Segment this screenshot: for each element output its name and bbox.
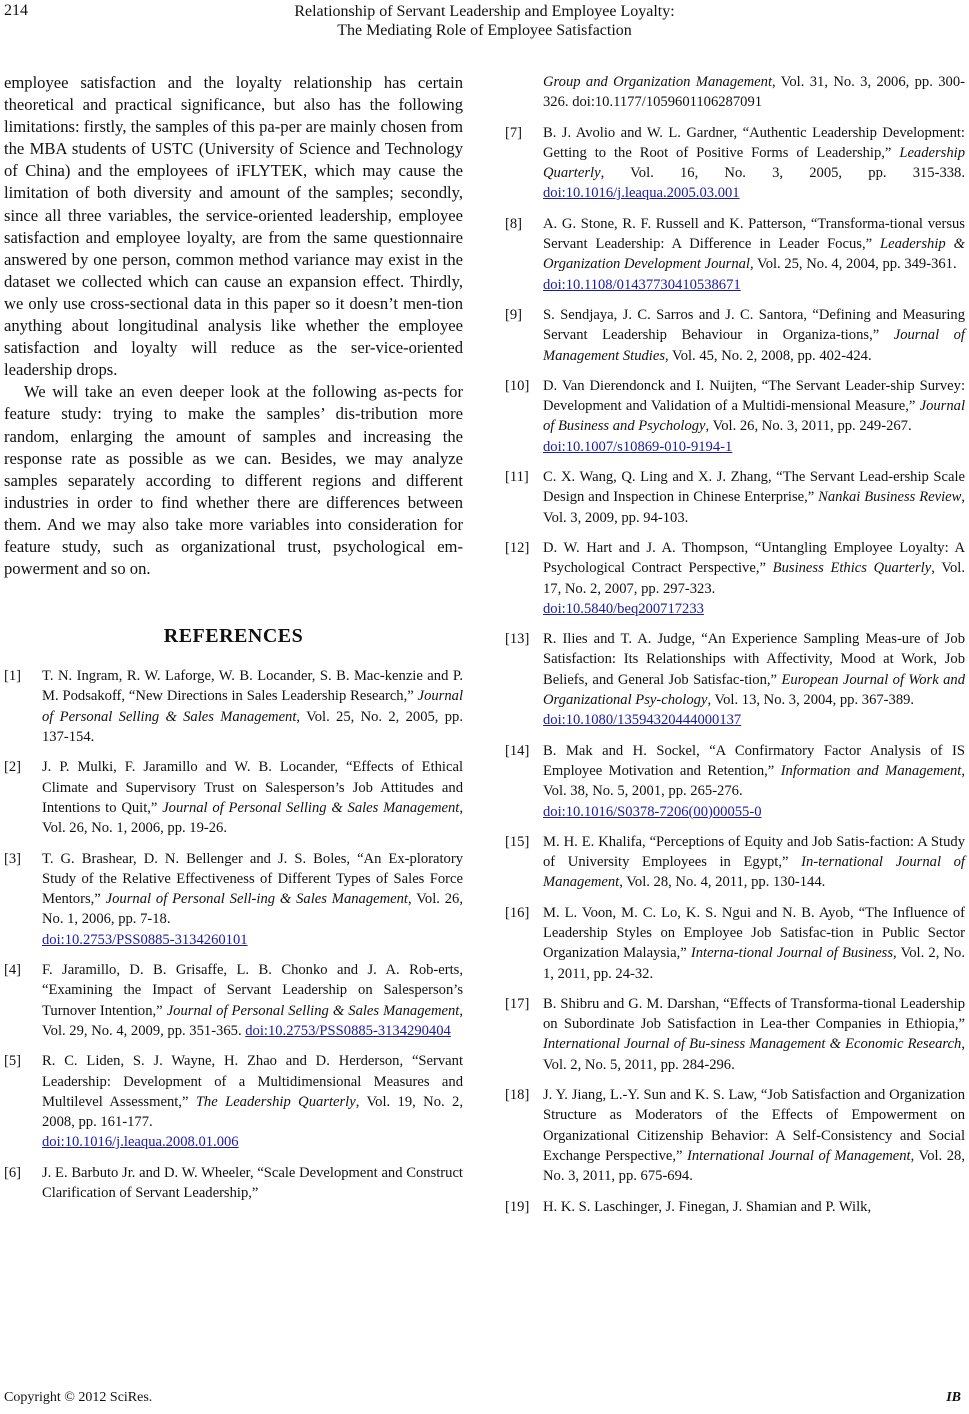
reference-item: [14] B. Mak and H. Sockel, “A Confirmatory Factor Analysis of IS Employee Motivation and Retention,” Information and Management, Vol. 38, No. 5, 2001, pp. 265-276. doi:10.1016/S0378-7206(00)00055-0 (505, 742, 966, 820)
reference-item: [11] C. X. Wang, Q. Ling and X. J. Zhang, “The Servant Lead-ership Scale Design and Inspection in Chinese Enterprise,” Nankai Business Review, Vol. 3, 2009, pp. 94-103. (505, 469, 966, 526)
page-footer (4, 1390, 965, 1406)
right-column (505, 72, 965, 1227)
reference-item: [2] J. P. Mulki, F. Jaramillo and W. B. Locander, “Effects of Ethical Climate and Supervisory Trust on Salesperson’s Job Attitudes and Intentions to Quit,” Journal of Personal Selling & Sales Management, Vol. 26, No. 1, 2006, pp. 19-26. (4, 759, 463, 837)
reference-item: [18] J. Y. Jiang, L.-Y. Sun and K. S. Law, “Job Satisfaction and Organization Structure as Moderators of the Effects of Empowerment on Organizational Citizenship Behavior: A Self-Consistency and Social Exchange Perspective,” International Journal of Management, Vol. 28, No. 3, 2011, pp. 675-694. (505, 1087, 965, 1185)
running-title-line1: Relationship of Servant Leadership and Employee Loyalty: (294, 3, 675, 20)
doi-link[interactable]: doi:10.1016/j.leaqua.2005.03.001 (543, 185, 740, 202)
doi-link[interactable]: doi:10.1080/13594320444000137 (543, 712, 742, 729)
body-paragraph: We will take an even deeper look at the following as-pects for feature study: trying to make the samples’ dis-tribution more random, enlarging the amount of samples and increasing the response rate as possible as we can. Besides, we may analyze samples separately according to different regions and different industries in order to find whether there are differences between them. And we may also take more variables into consideration for feature study, such as organizational trust, psychological em-powerment and so on. (4, 382, 463, 579)
reference-item: [8] A. G. Stone, R. F. Russell and K. Patterson, “Transforma-tional versus Servant Leadership: A Difference in Leader Focus,” Leadership & Organization Development Journal, Vol. 25, No. 4, 2004, pp. 349-361. doi:10.1108/01437730410538671 (505, 215, 965, 293)
references-heading: REFERENCES (163, 625, 304, 648)
reference-item: [12] D. W. Hart and J. A. Thompson, “Untangling Employee Loyalty: A Psychological Contract Perspective,” Business Ethics Quarterly, Vol. 17, No. 2, 2007, pp. 297-323. doi:10.5840/beq200717233 (505, 539, 965, 617)
journal-abbreviation: IB (946, 1390, 961, 1405)
doi-link[interactable]: doi:10.2753/PSS0885-3134290404 (245, 1022, 451, 1039)
reference-item: [3] T. G. Brashear, D. N. Bellenger and J. S. Boles, “An Ex-ploratory Study of the Relative Effectiveness of Different Types of Sales Force Mentors,” Journal of Personal Sell-ing & Sales Management, Vol. 26, No. 1, 2006, pp. 7-18. doi:10.2753/PSS0885-3134260101 (4, 850, 464, 948)
running-title-line2: The Mediating Role of Employee Satisfaction (337, 22, 632, 39)
reference-item: [16] M. L. Voon, M. C. Lo, K. S. Ngui and N. B. Ayob, “The Influence of Leadership Styles on Employee Job Satisfac-tion in Public Sector Organization Malaysia,” Interna-tional Journal of Business, Vol. 2, No. 1, 2011, pp. 24-32. (505, 904, 965, 982)
doi-link[interactable]: doi:10.1177/1059601106287091 (572, 94, 763, 111)
reference-item: [15] M. H. E. Khalifa, “Perceptions of Equity and Job Satis-faction: A Study of University Employees in Egypt,” In-ternational Journal of Management, Vol. 28, No. 4, 2011, pp. 130-144. (505, 833, 965, 891)
page-header (0, 0, 969, 44)
reference-item: [5] R. C. Liden, S. J. Wayne, H. Zhao and D. Herderson, “Servant Leadership: Development of a Multidimensional Measures and Multilevel Assessment,” The Leadership Quarterly, Vol. 19, No. 2, 2008, pp. 161-177. doi:10.1016/j.leaqua.2008.01.006 (4, 1053, 463, 1151)
doi-link[interactable]: doi:10.1016/j.leaqua.2008.01.006 (42, 1134, 239, 1151)
doi-link[interactable]: doi:10.1007/s10869-010-9194-1 (543, 438, 733, 455)
copyright-notice: Copyright © 2012 SciRes. (4, 1390, 153, 1405)
reference-item: [4] F. Jaramillo, D. B. Grisaffe, L. B. Chonko and J. A. Rob-erts, “Examining the Impact of Servant Leadership on Salesperson’s Turnover Intention,” Journal of Personal Selling & Sales Management, Vol. 29, No. 4, 2009, pp. 351-365. doi:10.2753/PSS0885-3134290404 (4, 962, 463, 1039)
left-column (4, 72, 463, 1213)
doi-link[interactable]: doi:10.1016/S0378-7206(00)00055-0 (543, 803, 762, 820)
reference-item: [17] B. Shibru and G. M. Darshan, “Effects of Transforma-tional Leadership on Subordinate Job Satisfaction in Lea-ther Companies in Ethiopia,” International Journal of Bu-siness Management & Economic Research, Vol. 2, No. 5, 2011, pp. 284-296. (505, 995, 965, 1073)
reference-item: [13] R. Ilies and T. A. Judge, “An Experience Sampling Meas-ure of Job Satisfaction: Its Relationships with Affectivity, Mood at Work, Job Beliefs, and General Job Satisfac-tion,” European Journal of Work and Organizational Psy-chology, Vol. 13, No. 3, 2004, pp. 367-389. doi:10.1080/13594320444000137 (505, 631, 965, 729)
reference-item: [1] T. N. Ingram, R. W. Laforge, W. B. Locander, S. B. Mac-kenzie and P. M. Podsakoff, “New Directions in Sales Leadership Research,” Journal of Personal Selling & Sales Management, Vol. 25, No. 2, 2005, pp. 137-154. (4, 668, 463, 746)
body-paragraph: employee satisfaction and the loyalty relationship has certain theoretical and practical significance, but also has the following limitations: firstly, the samples of this pa-per are mainly chosen from the MBA students of USTC (University of Science and Technology of China) and the employees of iFLYTEK, which may cause the limitation of both diversity and amount of the samples; secondly, since all three variables, the service-oriented leadership, employee satisfaction and employee loyalty, are from the same questionnaire answered by one person, common method variance may exist in the dataset we collected which can cause an expansion effect. Thirdly, we only use cross-sectional data in this paper so it doesn’t men-tion anything about longitudinal analysis like whether the employee satisfaction and loyalty will reduce as the ser-vice-oriented leadership drops. (4, 73, 463, 380)
reference-item: [7] B. J. Avolio and W. L. Gardner, “Authentic Leadership Development: Getting to the Root of Positive Forms of Leadership,” Leadership Quarterly, Vol. 16, No. 3, 2005, pp. 315-338. doi:10.1016/j.leaqua.2005.03.001 (505, 124, 965, 202)
reference-continuation: Group and Organization Management, Vol. 31, No. 3, 2006, pp. 300-326. doi:10.1177/1059601106287091 (543, 74, 965, 111)
page-number: 214 (4, 2, 28, 19)
reference-item: [19] H. K. S. Laschinger, J. Finegan, J. Shamian and P. Wilk, (505, 1198, 872, 1215)
reference-item: [10] D. Van Dierendonck and I. Nuijten, “The Servant Leader-ship Survey: Development and Validation of a Multidi-mensional Measure,” Journal of Business and Psychology, Vol. 26, No. 3, 2011, pp. 249-267. doi:10.1007/s10869-010-9194-1 (505, 377, 965, 455)
doi-link[interactable]: doi:10.5840/beq200717233 (543, 600, 704, 617)
doi-link[interactable]: doi:10.2753/PSS0885-3134260101 (42, 931, 248, 948)
doi-link[interactable]: doi:10.1108/01437730410538671 (543, 276, 741, 293)
reference-item: [6] J. E. Barbuto Jr. and D. W. Wheeler, “Scale Development and Construct Clarification of Servant Leadership,” (4, 1164, 463, 1201)
reference-item: [9] S. Sendjaya, J. C. Sarros and J. C. Santora, “Defining and Measuring Servant Leadership Behaviour in Organiza-tions,” Journal of Management Studies, Vol. 45, No. 2, 2008, pp. 402-424. (505, 306, 965, 364)
